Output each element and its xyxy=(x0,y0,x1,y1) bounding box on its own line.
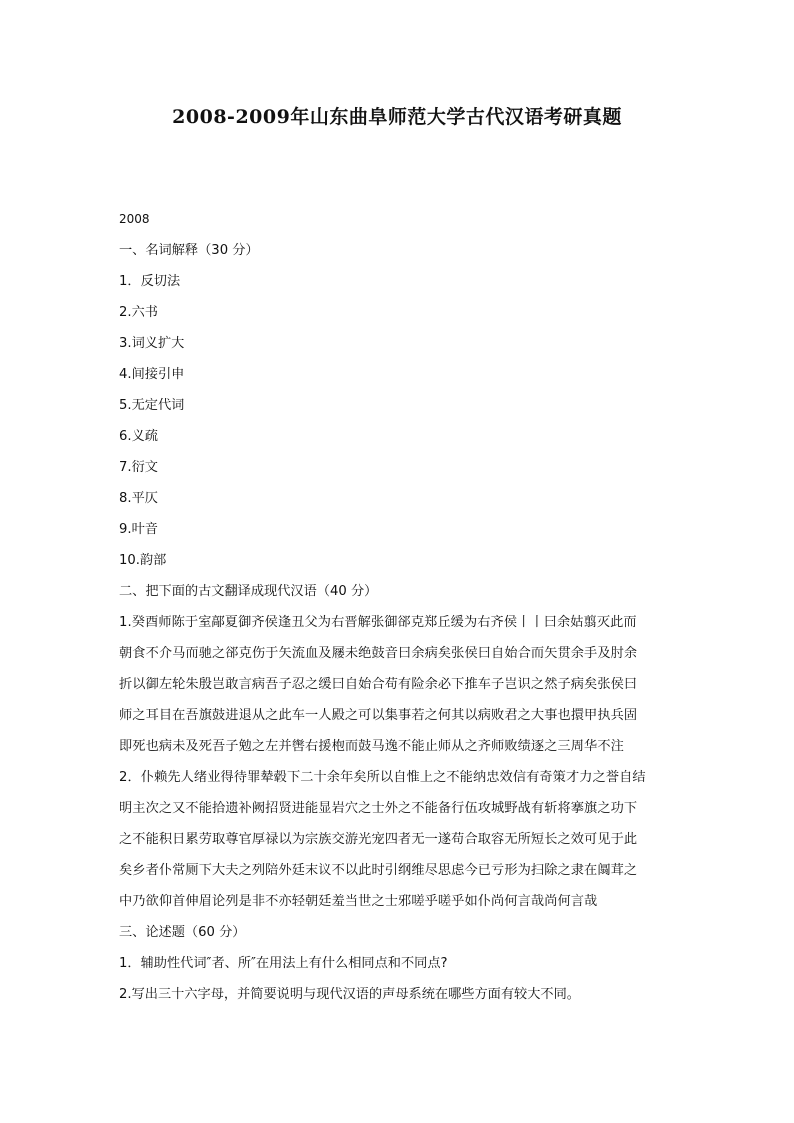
essay-question: 2.写出三十六字母，并简要说明与现代汉语的声母系统在哪些方面有较大不同。 xyxy=(119,987,580,1002)
term-item: 7.衍文 xyxy=(119,460,158,475)
passage1-line: 1.癸酉师陈于室鄗夏御齐侯逢丑父为右晋解张御郤克郑丘缓为右齐侯丨丨曰余姑翦灭此而 xyxy=(119,615,637,630)
term-item: 1．反切法 xyxy=(119,274,181,289)
term-item: 6.义疏 xyxy=(119,429,158,444)
passage1-line: 朝食不介马而驰之郤克伤于矢流血及屦未绝鼓音曰余病矣张侯曰自始合而矢贯余手及肘余 xyxy=(119,646,638,661)
passage2-line: 明主次之又不能拾遗补阙招贤进能显岩穴之士外之不能备行伍攻城野战有斩将搴旗之功下 xyxy=(119,801,638,816)
passage2-line: 之不能积日累劳取尊官厚禄以为宗族交游光宠四者无一遂苟合取容无所短长之效可见于此 xyxy=(119,832,638,847)
term-item: 4.间接引申 xyxy=(119,367,185,382)
passage1-line: 师之耳目在吾旗鼓进退从之此车一人殿之可以集事若之何其以病败君之大事也擐甲执兵固 xyxy=(119,708,638,723)
passage1-line: 即死也病未及死吾子勉之左并辔右援枹而鼓马逸不能止师从之齐师败绩逐之三周华不注 xyxy=(119,739,624,754)
passage2-line: 矣乡者仆常厕下大夫之列陪外廷末议不以此时引纲维尽思虑今已亏形为扫除之隶在阘茸之 xyxy=(119,863,638,878)
term-item: 8.平仄 xyxy=(119,491,158,506)
document-title: 2008-2009年山东曲阜师范大学古代汉语考研真题 xyxy=(172,106,622,128)
section-heading-terms: 一、名词解释（30 分） xyxy=(119,243,259,258)
term-item: 10.韵部 xyxy=(119,553,167,568)
passage2-line: 2．仆赖先人绪业得待罪辇毂下二十余年矣所以自惟上之不能纳忠效信有奇策才力之誉自结 xyxy=(119,770,646,785)
passage2-line: 中乃欲仰首伸眉论列是非不亦轻朝廷羞当世之士邪嗟乎嗟乎如仆尚何言哉尚何言哉 xyxy=(119,894,598,909)
exam-year: 2008 xyxy=(119,212,150,226)
term-item: 3.词义扩大 xyxy=(119,336,185,351)
section-heading-essay: 三、论述题（60 分） xyxy=(119,925,246,940)
term-item: 9.叶音 xyxy=(119,522,158,537)
term-item: 5.无定代词 xyxy=(119,398,185,413)
term-item: 2.六书 xyxy=(119,305,158,320)
document-body xyxy=(119,204,679,1010)
section-heading-translation: 二、把下面的古文翻译成现代汉语（40 分） xyxy=(119,584,378,599)
essay-question: 1．辅助性代词″者、所″在用法上有什么相同点和不同点? xyxy=(119,956,448,971)
passage1-line: 折以御左轮朱殷岂敢言病吾子忍之缓曰自始合苟有险余必下推车子岂识之然子病矣张侯曰 xyxy=(119,677,638,692)
